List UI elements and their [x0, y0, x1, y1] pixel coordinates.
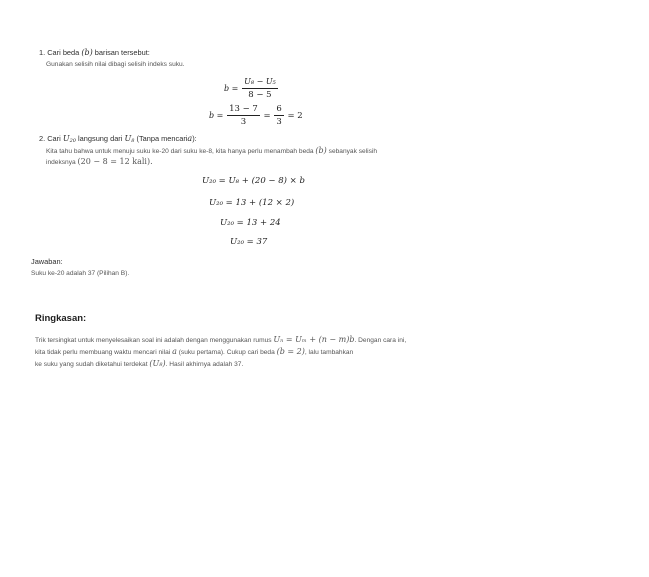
summary-line2: kita tidak perlu membuang waktu mencari nilai a (suku pertama). Cukup cari beda (b = 2), lalu tambahkan: [35, 347, 354, 356]
fraction: $\frac{\text{U₈ − U₅}}{8 - 5}$: [244, 77, 276, 100]
fraction: $\frac{13 - 7}{3}$: [229, 104, 258, 127]
answer-text: Suku ke-20 adalah 37 (Pilihan B).: [31, 270, 130, 277]
answer-label: Jawaban:: [31, 257, 63, 266]
step2-explanation-line2: indeksnya (20 − 8 = 12 kali).: [46, 157, 153, 166]
step2-heading: 2. Cari $U_{20}$ langsung dari $U_8$ (Tanpa mencaria):: [39, 134, 197, 144]
step2-equation-4: U₂₀ = 37: [230, 237, 268, 247]
fraction: $\frac{6}{3}$: [276, 104, 282, 127]
step2-explanation-line1: Kita tahu bahwa untuk menuju suku ke-20 dari suku ke-8, kita hanya perlu menambah beda (b) sebanyak selisih: [46, 146, 378, 155]
step1-note: Gunakan selisih nilai dibagi selisih indeks suku.: [46, 61, 185, 68]
summary-line3: ke suku yang sudah diketahui terdekat (U₈). Hasil akhirnya adalah 37.: [35, 359, 244, 368]
step1-heading: 1. Cari beda (b) barisan tersebut:: [39, 48, 150, 57]
summary-heading: Ringkasan:: [35, 313, 87, 324]
step2-equation-3: U₂₀ = 13 + 24: [220, 218, 281, 228]
step2-equation-2: U₂₀ = 13 + (12 × 2): [209, 198, 295, 208]
step1-equation-1: b = $\frac{\text{U₈ − U₅}}{8 - 5}$: [224, 77, 276, 100]
step2-equation-1: U₂₀ = U₈ + (20 − 8) × b: [202, 176, 305, 186]
summary-line1: Trik tersingkat untuk menyelesaikan soal ini adalah dengan menggunakan rumus Uₙ = Uₘ + (n − m)b. Dengan cara ini,: [35, 335, 407, 344]
step1-equation-2: b = $\frac{13 - 7}{3}$ = $\frac{6}{3}$ = 2: [209, 104, 303, 127]
